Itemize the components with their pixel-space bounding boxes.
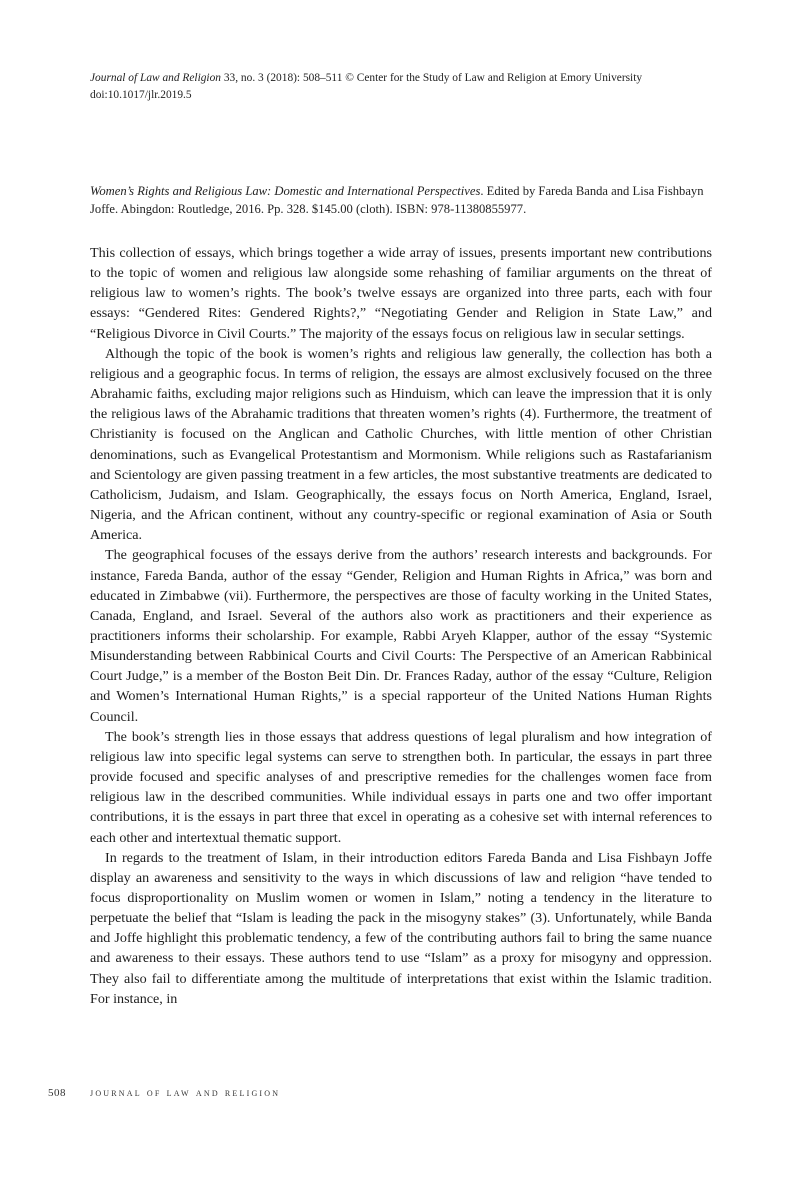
paragraph: This collection of essays, which brings together a wide array of issues, presents important new contributions to the topic of women and religious law alongside some rehashing of familiar arguments on the threat of religious law to women’s rights. The book’s twelve essays are organized into three parts, each with four essays: “Gendered Rites: Gendered Rights?,” “Negotiating Gender and Religion in State Law,” and “Religious Divorce in Civil Courts.” The majority of the essays focus on religious law in secular settings. xyxy=(90,245,712,342)
citation-line xyxy=(90,70,750,87)
paragraph: The geographical focuses of the essays derive from the authors’ research interests and backgrounds. For instance, Fareda Banda, author of the essay “Gender, Religion and Human Rights in Africa,” was born and educated in Zimbabwe (vii). Furthermore, the perspectives are those of faculty working in the United States, Canada, England, and Israel. Several of the authors also work as practitioners and their experience as practitioners informs their scholarship. For example, Rabbi Aryeh Klapper, author of the essay “Systemic Misunderstanding between Rabbinical Courts and Civil Courts: The Perspective of an American Rabbinical Court Judge,” is a member of the Boston Beit Din. Dr. Frances Raday, author of the essay “Culture, Religion and Women’s International Human Rights,” is a special rapporteur of the United Nations Human Rights Council. xyxy=(90,547,712,725)
paragraph: In regards to the treatment of Islam, in their introduction editors Fareda Banda and Lisa Fishbayn Joffe display an awareness and sensitivity to the ways in which discussions of law and religion “have tended to focus disproportionality on Muslim women or women in Islam,” noting a tendency in the literature to perpetuate the belief that “Islam is leading the pack in the misogyny stakes” (3). Unfortunately, while Banda and Joffe highlight this problematic tendency, a few of the contributing authors fail to bring the same nuance and awareness to their essays. These authors tend to use “Islam” as a proxy for misogyny and oppression. They also fail to differentiate among the multitude of interpretations that exist within the Islamic tradition. For instance, in xyxy=(90,849,712,1007)
book-title: Women’s Rights and Religious Law: Domestic and International Perspectives xyxy=(90,184,481,198)
citation-details: 33, no. 3 (2018): 508–511 © Center for the Study of Law and Religion at Emory University xyxy=(221,72,643,84)
paragraph: The book’s strength lies in those essays that address questions of legal pluralism and how integration of religious law into specific legal systems can serve to strengthen both. In particular, the essays in part three provide focused and specific analyses of and prescriptive remedies for the challenges women face from religious law in the described communities. While individual essays in parts one and two offer important contributions, it is the essays in part three that excel in operating as a cohesive set with internal references to each other and intertextual thematic support. xyxy=(90,728,712,846)
paragraph: Although the topic of the book is women’s rights and religious law generally, the collection has both a religious and a geographic focus. In terms of religion, the essays are almost exclusively focused on the three Abrahamic faiths, excluding major religions such as Hinduism, which can leave the impression that it is only the religious laws of the Abrahamic traditions that threaten women’s rights (4). Furthermore, the treatment of Christianity is focused on the Anglican and Catholic Churches, with little mention of other Christian denominations, such as Evangelical Protestantism and Mormonism. While religions such as Rastafarianism and Scientology are given passing treatment in a few articles, the most substantive treatments are dedicated to Catholicism, Judaism, and Islam. Geographically, the essays focus on North America, England, Israel, Nigeria, and the African continent, without any country-specific or regional examination of Asia or South America. xyxy=(90,345,712,544)
review-body xyxy=(90,243,712,1009)
book-details: . Edited by Fareda Banda and Lisa Fishbayn Joffe. Abingdon: Routledge, 2016. Pp. 328. $145.00 (cloth). ISBN: 978-11380855977. xyxy=(90,184,704,216)
book-review-heading xyxy=(90,182,730,218)
running-head: journal of law and religion xyxy=(90,1087,281,1099)
page-number: 508 xyxy=(48,1087,66,1099)
journal-citation xyxy=(90,70,750,104)
page-footer xyxy=(48,1087,280,1099)
doi: doi:10.1017/jlr.2019.5 xyxy=(90,89,192,101)
journal-name: Journal of Law and Religion xyxy=(90,72,221,84)
